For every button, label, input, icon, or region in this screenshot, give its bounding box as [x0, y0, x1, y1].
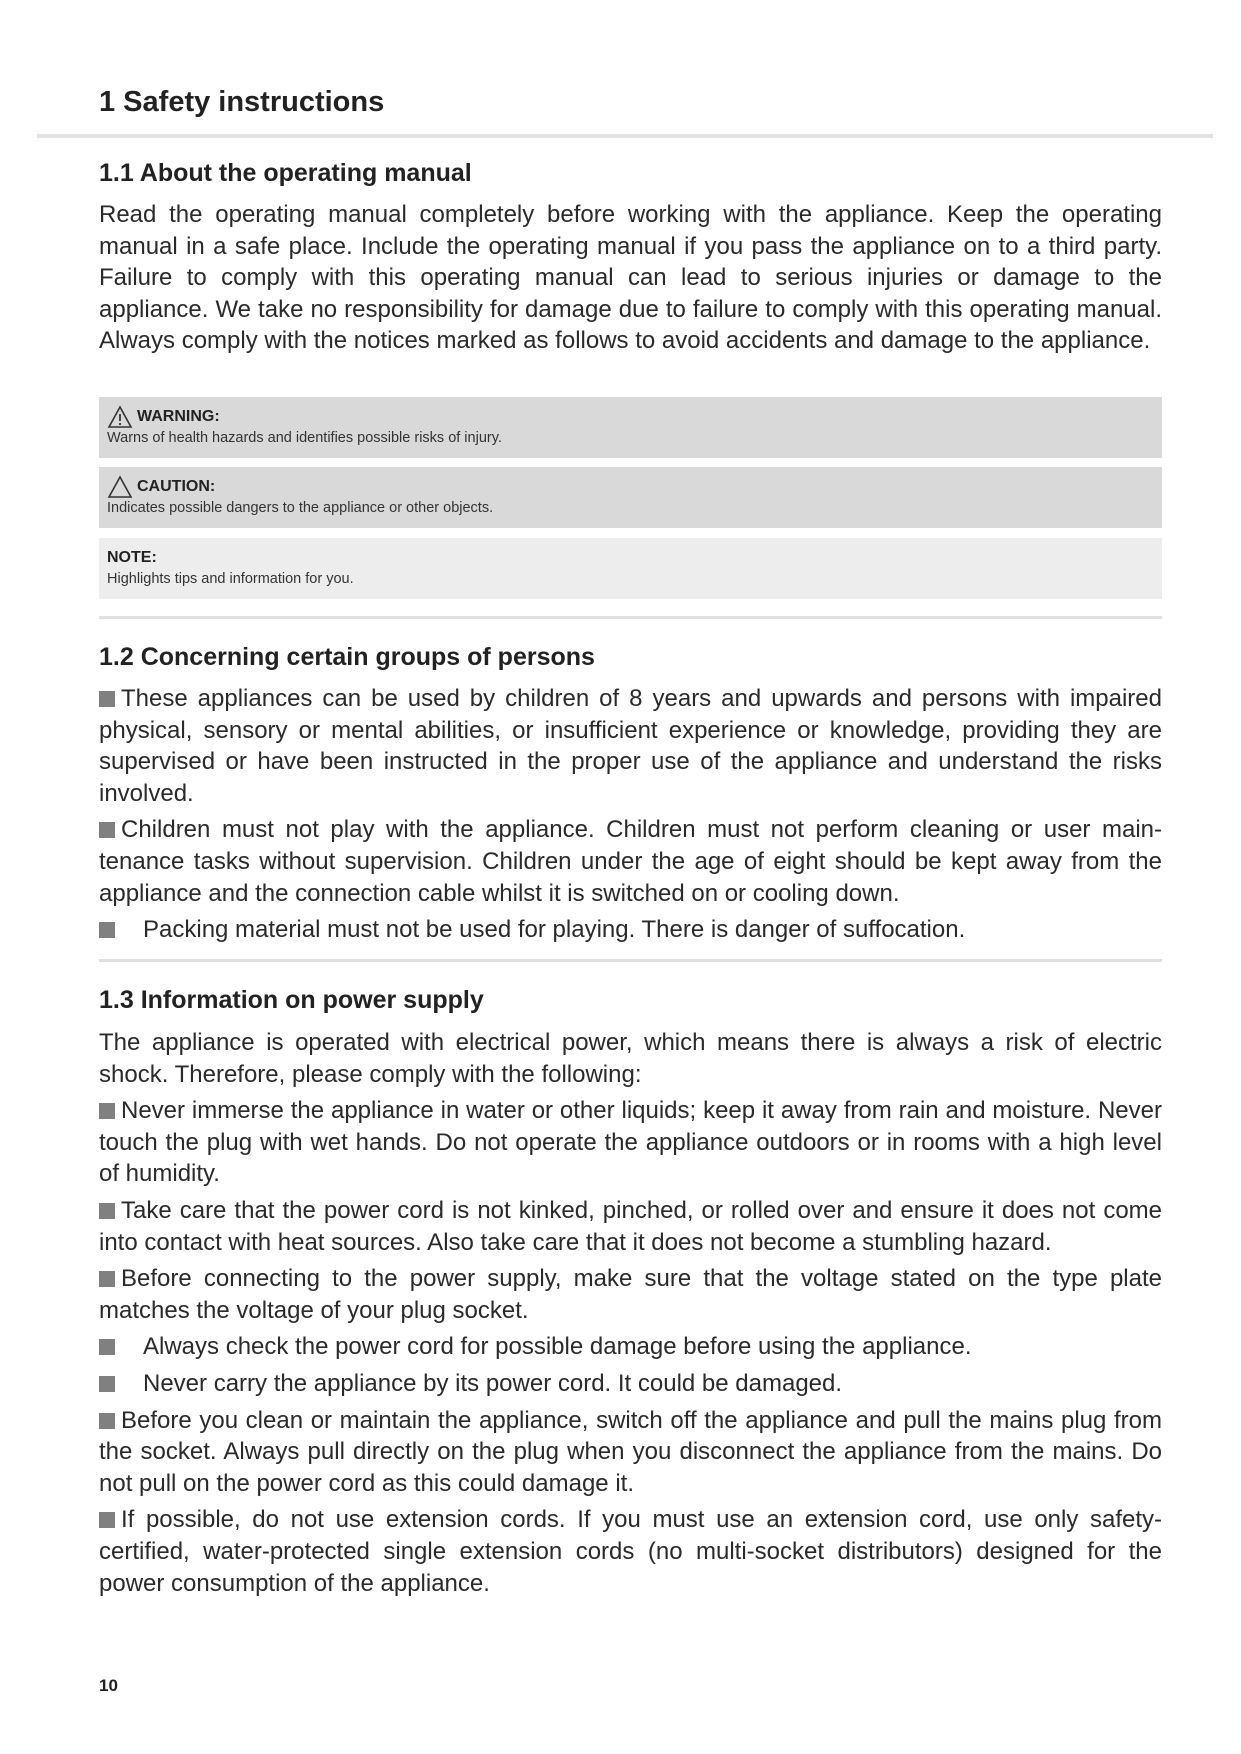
bullet-square-icon [99, 922, 115, 938]
page-number: 10 [99, 1676, 118, 1695]
list-item: Children must not play with the appliance. Children must not perform cleaning or user maintenance tasks without supervision. Children under the age of eight should be kept away from the appliance and the connection cable whilst it is switched on or cooling down. [99, 816, 1162, 907]
list-item: Before you clean or maintain the appliance, switch off the appliance and pull the mains plug from the socket. Always pull directly on the plug when you disconnect the appliance from the mains. Do not pull on the power cord as this could damage it. [99, 1406, 1162, 1497]
bullet-square-icon [99, 822, 115, 838]
page-title: 1 Safety instructions [99, 86, 385, 118]
paragraph: The appliance is operated with electrical power, which means there is always a risk of electric shock. Therefore, please comply with the following: [99, 1029, 1162, 1088]
notice-text: Warns of health hazards and identifies possible risks of injury. [107, 430, 502, 446]
note-notice [99, 538, 1162, 599]
list-item: Never carry the appliance by its power cord. It could be damaged. [99, 1368, 1162, 1400]
section-heading-1-1: 1.1 About the operating manual [99, 159, 472, 187]
notice-label: NOTE: [107, 549, 157, 566]
warning-notice [99, 397, 1162, 458]
list-item: Packing material must not be used for playing. There is danger of suffocation. [99, 914, 1162, 946]
list-item: If possible, do not use extension cords. If you must use an extension cord, use only safety-certified, water-protected single extension cords (no multi-socket distributors) designed for the power consumption of the appliance. [99, 1506, 1162, 1597]
notice-text: Highlights tips and information for you. [107, 571, 354, 587]
notice-label: CAUTION: [137, 478, 216, 495]
notice-label: WARNING: [137, 408, 220, 425]
section-heading-1-3: 1.3 Information on power supply [99, 986, 484, 1014]
list-item: Take care that the power cord is not kinked, pinched, or rolled over and ensure it does not come into contact with heat sources. Also take care that it does not become a stumbling hazard. [99, 1196, 1162, 1256]
paragraph: Read the operating manual completely before working with the appliance. Keep the operating manual in a safe place. Include the operating manual if you pass the appliance on to a third party. Failure to comply with this operating manual can lead to serious injuries or damage to the appliance. We take no responsibility for damage due to failure to comply with this operating manual. Always comply with the notices marked as follows to avoid accidents and damage to the appliance. [99, 201, 1162, 355]
bullet-square-icon [99, 1103, 115, 1119]
list-item: Always check the power cord for possible damage before using the appliance. [99, 1331, 1162, 1363]
list-item: These appliances can be used by children of 8 years and upwards and persons with impaired physical, sensory or mental abilities, or insufficient experience or knowledge, providing they are supervised or have been instructed in the proper use of the appliance and understand the risks involved. [99, 685, 1162, 807]
divider [37, 134, 1213, 138]
bullet-square-icon [99, 1271, 115, 1287]
notice-text: Indicates possible dangers to the appliance or other objects. [107, 500, 494, 516]
divider [99, 616, 1162, 619]
bullet-square-icon [99, 1376, 115, 1392]
bullet-square-icon [99, 1339, 115, 1355]
list-item: Never immerse the appliance in water or other liquids; keep it away from rain and moisture. Never touch the plug with wet hands. Do not operate the appliance outdoors or in rooms with a high level of humidity. [99, 1097, 1162, 1188]
caution-notice [99, 467, 1162, 528]
section-heading-1-2: 1.2 Concerning certain groups of persons [99, 643, 595, 671]
section-1-3-list [99, 1027, 1162, 1604]
warning-triangle-exclamation-icon [107, 405, 133, 429]
section-1-2-list [99, 683, 1162, 951]
bullet-square-icon [99, 1413, 115, 1429]
bullet-square-icon [99, 1203, 115, 1219]
divider [99, 959, 1162, 962]
bullet-square-icon [99, 1512, 115, 1528]
bullet-square-icon [99, 691, 115, 707]
caution-triangle-icon [107, 475, 133, 499]
list-item: Before connecting to the power supply, make sure that the voltage stated on the type plate matches the voltage of your plug socket. [99, 1265, 1162, 1324]
